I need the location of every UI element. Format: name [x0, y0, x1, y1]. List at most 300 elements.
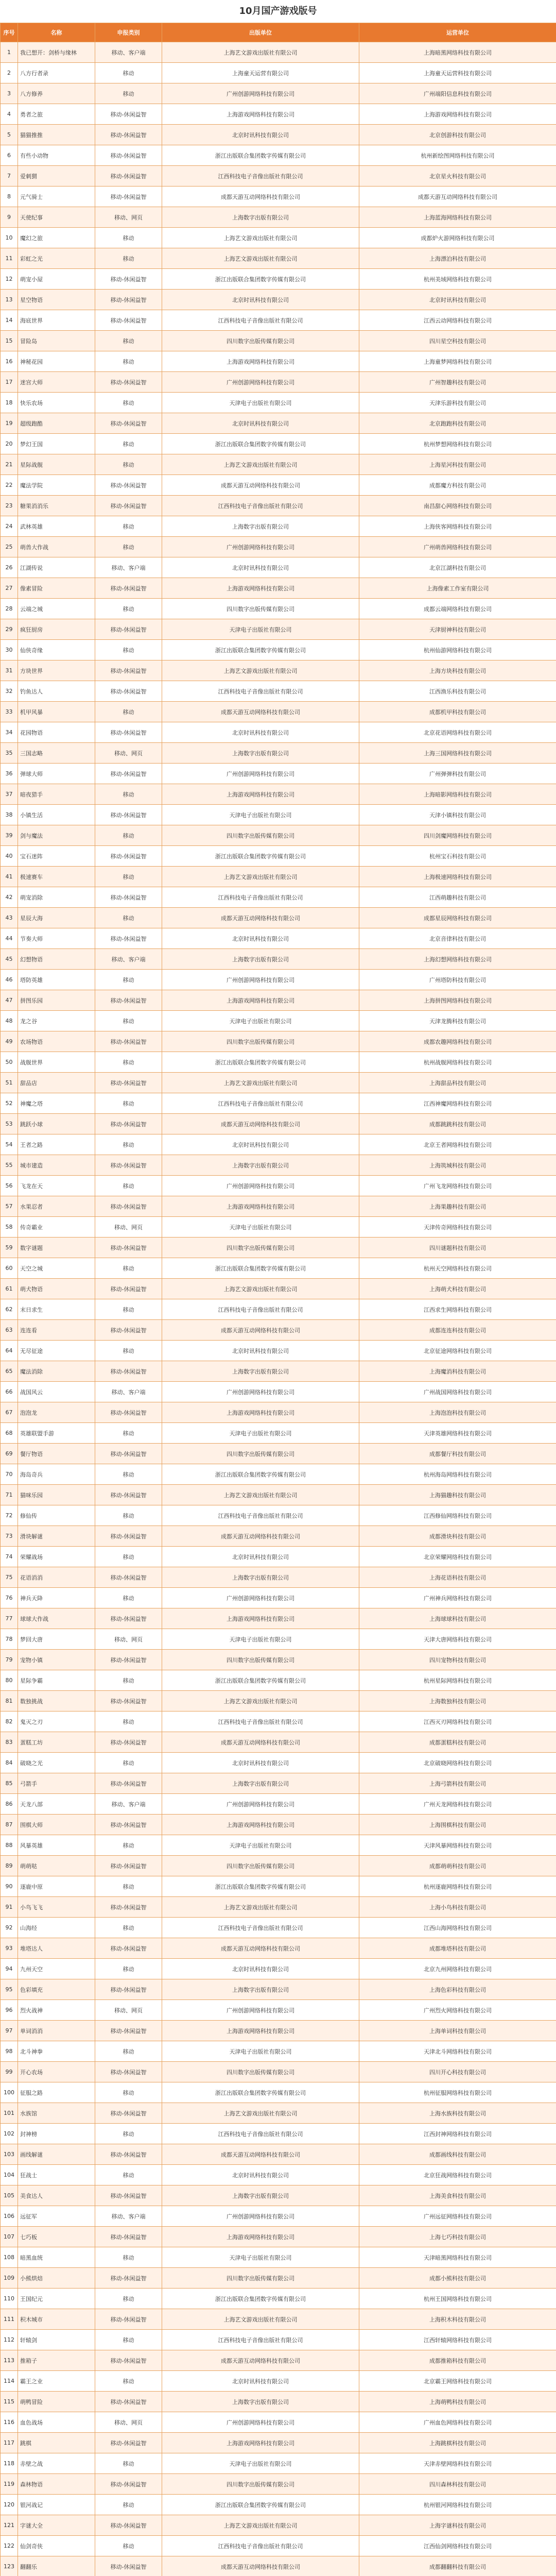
row-index: 97	[1, 2021, 18, 2041]
publisher: 上海游戏网络科技有限公司	[162, 784, 359, 805]
game-name: 血色战场	[18, 2412, 95, 2433]
category: 移动-休闲益智	[95, 2103, 162, 2124]
operator: 上海泡泡科技有限公司	[359, 1402, 556, 1423]
game-name: 武林英雄	[18, 516, 95, 537]
operator: 广州远征网络科技有限公司	[359, 2206, 556, 2227]
table-row	[1, 331, 556, 351]
table-row	[1, 2227, 556, 2247]
table-row	[1, 1258, 556, 1279]
row-index: 113	[1, 2350, 18, 2371]
row-index: 122	[1, 2536, 18, 2556]
publisher: 北京时讯科技有限公司	[162, 557, 359, 578]
category: 移动	[95, 599, 162, 619]
operator: 成都堆塔科技有限公司	[359, 1938, 556, 1959]
game-name: 宠物小镇	[18, 1650, 95, 1670]
category: 移动	[95, 1753, 162, 1773]
table-row	[1, 228, 556, 248]
category: 移动-休闲益智	[95, 1361, 162, 1382]
operator: 成都星辰网络科技有限公司	[359, 908, 556, 928]
row-index: 109	[1, 2268, 18, 2289]
table-row	[1, 1485, 556, 1505]
operator: 四川谜题科技有限公司	[359, 1238, 556, 1258]
table-row	[1, 2453, 556, 2474]
row-index: 66	[1, 1382, 18, 1402]
row-index: 116	[1, 2412, 18, 2433]
publisher: 天津电子出版社有限公司	[162, 2453, 359, 2474]
table-row	[1, 1052, 556, 1073]
game-name: 霸王之业	[18, 2371, 95, 2392]
table-row	[1, 2185, 556, 2206]
game-name: 海底世界	[18, 310, 95, 331]
table-row	[1, 1691, 556, 1711]
row-index: 114	[1, 2371, 18, 2392]
category: 移动	[95, 454, 162, 475]
table-row	[1, 1753, 556, 1773]
category: 移动、网页	[95, 1629, 162, 1650]
category: 移动、网页	[95, 743, 162, 764]
game-name: 梦回大唐	[18, 1629, 95, 1650]
table-row	[1, 928, 556, 949]
row-index: 99	[1, 2062, 18, 2082]
table-row	[1, 1320, 556, 1341]
row-index: 78	[1, 1629, 18, 1650]
category: 移动-休闲益智	[95, 2144, 162, 2165]
category: 移动-休闲益智	[95, 1979, 162, 2000]
table-row	[1, 145, 556, 166]
row-index: 94	[1, 1959, 18, 1979]
row-index: 18	[1, 393, 18, 413]
operator: 天津龙腾科技有限公司	[359, 1011, 556, 1031]
operator: 上海拼图网络科技有限公司	[359, 990, 556, 1011]
publisher: 北京时讯科技有限公司	[162, 125, 359, 145]
game-name: 钓鱼达人	[18, 681, 95, 702]
game-name: 魔法学院	[18, 475, 95, 496]
publisher: 广州创游网络科技有限公司	[162, 1382, 359, 1402]
publisher: 上海艺文游戏出版社有限公司	[162, 867, 359, 887]
category: 移动	[95, 537, 162, 557]
category: 移动	[95, 1423, 162, 1444]
game-name: 数独挑战	[18, 1691, 95, 1711]
row-index: 29	[1, 619, 18, 640]
game-name: 传奇霸业	[18, 1217, 95, 1238]
row-index: 96	[1, 2000, 18, 2021]
game-name: 字谜大全	[18, 2515, 95, 2536]
row-index: 20	[1, 434, 18, 454]
row-index: 108	[1, 2247, 18, 2268]
table-row	[1, 496, 556, 516]
operator: 杭州宝石科技有限公司	[359, 846, 556, 867]
game-name: 勇者之旅	[18, 104, 95, 125]
game-name: 泡泡龙	[18, 1402, 95, 1423]
publisher: 天津电子出版社有限公司	[162, 1217, 359, 1238]
row-index: 90	[1, 1876, 18, 1897]
operator: 江西轩辕网络科技有限公司	[359, 2330, 556, 2350]
row-index: 40	[1, 846, 18, 867]
category: 移动	[95, 1464, 162, 1485]
game-name: 猫咪乐园	[18, 1485, 95, 1505]
game-name: 暗夜猎手	[18, 784, 95, 805]
table-row	[1, 2144, 556, 2165]
table-row	[1, 557, 556, 578]
header-index: 序号	[1, 23, 18, 42]
category: 移动、网页	[95, 2412, 162, 2433]
game-name: 弹球大师	[18, 764, 95, 784]
row-index: 88	[1, 1835, 18, 1856]
operator: 天津乐游科技有限公司	[359, 393, 556, 413]
game-name: 水族馆	[18, 2103, 95, 2124]
table-row	[1, 2041, 556, 2062]
operator: 杭州银河网络科技有限公司	[359, 2495, 556, 2515]
publisher: 上海游戏网络科技有限公司	[162, 1608, 359, 1629]
operator: 杭州逐鹿网络科技有限公司	[359, 1876, 556, 1897]
game-name: 修仙传	[18, 1505, 95, 1526]
publisher: 江西科技电子音像出版社有限公司	[162, 2124, 359, 2144]
table-row	[1, 1650, 556, 1670]
category: 移动	[95, 1341, 162, 1361]
row-index: 98	[1, 2041, 18, 2062]
operator: 北京创游科技有限公司	[359, 125, 556, 145]
game-name: 萌宠小屋	[18, 269, 95, 290]
category: 移动、客户端	[95, 949, 162, 970]
row-index: 30	[1, 640, 18, 660]
table-row	[1, 2082, 556, 2103]
game-name: 滑块解谜	[18, 1526, 95, 1547]
operator: 上海甜品科技有限公司	[359, 1073, 556, 1093]
game-name: 快乐农场	[18, 393, 95, 413]
table-row	[1, 1526, 556, 1547]
category: 移动-休闲益智	[95, 1402, 162, 1423]
row-index: 81	[1, 1691, 18, 1711]
table-row	[1, 599, 556, 619]
publisher: 北京时讯科技有限公司	[162, 722, 359, 743]
category: 移动-休闲益智	[95, 269, 162, 290]
table-body	[1, 42, 556, 2576]
operator: 南昌甜心网络科技有限公司	[359, 496, 556, 516]
publisher: 天津电子出版社有限公司	[162, 1423, 359, 1444]
operator: 广州端阳信息科技有限公司	[359, 83, 556, 104]
publisher: 北京时讯科技有限公司	[162, 928, 359, 949]
game-name: 狂战士	[18, 2165, 95, 2185]
table-row	[1, 2165, 556, 2185]
table-row	[1, 1031, 556, 1052]
operator: 江西灭刃网络科技有限公司	[359, 1711, 556, 1732]
table-row	[1, 1238, 556, 1258]
table-row	[1, 2474, 556, 2495]
publisher: 上海数字出版有限公司	[162, 1773, 359, 1794]
game-name: 魔幻之旅	[18, 228, 95, 248]
game-name: 宝石迷阵	[18, 846, 95, 867]
publisher: 上海游戏网络科技有限公司	[162, 1815, 359, 1835]
operator: 四川开心科技有限公司	[359, 2062, 556, 2082]
category: 移动-休闲益智	[95, 2515, 162, 2536]
category: 移动	[95, 2289, 162, 2309]
operator: 江西求生网络科技有限公司	[359, 1299, 556, 1320]
table-row	[1, 269, 556, 290]
table-row	[1, 434, 556, 454]
table-row	[1, 660, 556, 681]
table-row	[1, 1959, 556, 1979]
category: 移动-休闲益智	[95, 125, 162, 145]
row-index: 46	[1, 970, 18, 990]
operator: 成都魔方科技有限公司	[359, 475, 556, 496]
game-name: 末日求生	[18, 1299, 95, 1320]
operator: 上海果趣科技有限公司	[359, 1196, 556, 1217]
row-index: 101	[1, 2103, 18, 2124]
operator: 天津厨神科技有限公司	[359, 619, 556, 640]
operator: 上海小鸟科技有限公司	[359, 1897, 556, 1918]
category: 移动	[95, 1176, 162, 1196]
row-index: 83	[1, 1732, 18, 1753]
game-name: 王者之路	[18, 1134, 95, 1155]
row-index: 35	[1, 743, 18, 764]
game-name: 球球大作战	[18, 1608, 95, 1629]
game-name: 暗黑血统	[18, 2247, 95, 2268]
game-name: 破晓之光	[18, 1753, 95, 1773]
row-index: 103	[1, 2144, 18, 2165]
table-row	[1, 681, 556, 702]
row-index: 6	[1, 145, 18, 166]
operator: 上海色彩科技有限公司	[359, 1979, 556, 2000]
operator: 北京王者网络科技有限公司	[359, 1134, 556, 1155]
category: 移动-休闲益智	[95, 660, 162, 681]
game-name: 节奏大师	[18, 928, 95, 949]
category: 移动-休闲益智	[95, 310, 162, 331]
row-index: 1	[1, 42, 18, 63]
category: 移动-休闲益智	[95, 1196, 162, 1217]
category: 移动-休闲益智	[95, 1114, 162, 1134]
operator: 北京时讯科技有限公司	[359, 290, 556, 310]
operator: 四川宠物科技有限公司	[359, 1650, 556, 1670]
table-row	[1, 784, 556, 805]
category: 移动-休闲益智	[95, 990, 162, 1011]
category: 移动-休闲益智	[95, 372, 162, 393]
operator: 北京音律科技有限公司	[359, 928, 556, 949]
operator: 上海极速网络科技有限公司	[359, 867, 556, 887]
row-index: 104	[1, 2165, 18, 2185]
operator: 上海跳棋科技有限公司	[359, 2433, 556, 2453]
game-name: 萌萌哒	[18, 1856, 95, 1876]
table-row	[1, 1423, 556, 1444]
category: 移动-休闲益智	[95, 1691, 162, 1711]
table-row	[1, 908, 556, 928]
row-index: 110	[1, 2289, 18, 2309]
game-name: 美食达人	[18, 2185, 95, 2206]
table-row	[1, 1382, 556, 1402]
category: 移动-休闲益智	[95, 1073, 162, 1093]
operator: 上海花语科技有限公司	[359, 1567, 556, 1588]
table-row	[1, 1011, 556, 1031]
table-row	[1, 1279, 556, 1299]
game-name: 三国志略	[18, 743, 95, 764]
publisher: 上海艺文游戏出版社有限公司	[162, 1073, 359, 1093]
table-row	[1, 1114, 556, 1134]
category: 移动	[95, 63, 162, 83]
row-index: 55	[1, 1155, 18, 1176]
operator: 上海星河科技有限公司	[359, 454, 556, 475]
table-row	[1, 1217, 556, 1238]
publisher: 广州创游网络科技有限公司	[162, 2206, 359, 2227]
publisher: 广州创游网络科技有限公司	[162, 764, 359, 784]
publisher: 北京时讯科技有限公司	[162, 2165, 359, 2185]
row-index: 92	[1, 1918, 18, 1938]
table-row	[1, 1341, 556, 1361]
game-name: 小鸟飞飞	[18, 1897, 95, 1918]
game-name: 农场物语	[18, 1031, 95, 1052]
row-index: 120	[1, 2495, 18, 2515]
operator: 广州战国网络科技有限公司	[359, 1382, 556, 1402]
table-row	[1, 2330, 556, 2350]
game-name: 战舰世界	[18, 1052, 95, 1073]
operator: 天津风暴网络科技有限公司	[359, 1835, 556, 1856]
row-index: 76	[1, 1588, 18, 1608]
category: 移动	[95, 2124, 162, 2144]
publisher: 上海游戏网络科技有限公司	[162, 990, 359, 1011]
publisher: 上海艺文游戏出版社有限公司	[162, 1485, 359, 1505]
game-name: 小熊烘焙	[18, 2268, 95, 2289]
table-row	[1, 1979, 556, 2000]
category: 移动	[95, 867, 162, 887]
row-index: 31	[1, 660, 18, 681]
operator: 北京破晓网络科技有限公司	[359, 1753, 556, 1773]
publisher: 成都天游互动网络科技有限公司	[162, 1938, 359, 1959]
operator: 上海数独科技有限公司	[359, 1691, 556, 1711]
game-name: 神兵天降	[18, 1588, 95, 1608]
row-index: 80	[1, 1670, 18, 1691]
operator: 上海侠客网络科技有限公司	[359, 516, 556, 537]
table-row	[1, 104, 556, 125]
publisher: 成都天游互动网络科技有限公司	[162, 1732, 359, 1753]
row-index: 105	[1, 2185, 18, 2206]
category: 移动	[95, 2247, 162, 2268]
row-index: 23	[1, 496, 18, 516]
category: 移动-休闲益智	[95, 1485, 162, 1505]
category: 移动	[95, 1052, 162, 1073]
category: 移动-休闲益智	[95, 2268, 162, 2289]
operator: 上海七巧科技有限公司	[359, 2227, 556, 2247]
table-row	[1, 2124, 556, 2144]
publisher: 北京时讯科技有限公司	[162, 1753, 359, 1773]
table-row	[1, 1918, 556, 1938]
game-name: 萌鸭冒险	[18, 2392, 95, 2412]
row-index: 25	[1, 537, 18, 557]
game-name: 疯狂厨房	[18, 619, 95, 640]
operator: 成都连连科技有限公司	[359, 1320, 556, 1341]
operator: 广州智趣科技有限公司	[359, 372, 556, 393]
operator: 上海童天运营科技有限公司	[359, 63, 556, 83]
publisher: 天津电子出版社有限公司	[162, 1835, 359, 1856]
game-name: 龙之谷	[18, 1011, 95, 1031]
category: 移动-休闲益智	[95, 887, 162, 908]
publisher: 四川数字出版传媒有限公司	[162, 1650, 359, 1670]
row-index: 64	[1, 1341, 18, 1361]
publisher: 上海艺文游戏出版社有限公司	[162, 1279, 359, 1299]
category: 移动-休闲益智	[95, 1567, 162, 1588]
category: 移动-休闲益智	[95, 1938, 162, 1959]
operator: 北京狂战网络科技有限公司	[359, 2165, 556, 2185]
row-index: 7	[1, 166, 18, 187]
table-row	[1, 2021, 556, 2041]
operator: 杭州仙游网络科技有限公司	[359, 640, 556, 660]
category: 移动-休闲益智	[95, 805, 162, 825]
game-name: 塔防英雄	[18, 970, 95, 990]
publisher: 上海艺文游戏出版社有限公司	[162, 248, 359, 269]
table-row	[1, 2433, 556, 2453]
row-index: 14	[1, 310, 18, 331]
table-row	[1, 722, 556, 743]
category: 移动-休闲益智	[95, 1897, 162, 1918]
operator: 天津暗黑网络科技有限公司	[359, 2247, 556, 2268]
table-row	[1, 2371, 556, 2392]
row-index: 12	[1, 269, 18, 290]
table-row	[1, 63, 556, 83]
operator: 杭州战舰网络科技有限公司	[359, 1052, 556, 1073]
row-index: 5	[1, 125, 18, 145]
operator: 江西云动网络科技有限公司	[359, 310, 556, 331]
table-row	[1, 949, 556, 970]
publisher: 江西科技电子音像出版社有限公司	[162, 1711, 359, 1732]
game-name: 冒险岛	[18, 331, 95, 351]
table-row	[1, 1773, 556, 1794]
header-name: 名称	[18, 23, 95, 42]
table-row	[1, 640, 556, 660]
row-index: 9	[1, 207, 18, 228]
publisher: 成都天游互动网络科技有限公司	[162, 1320, 359, 1341]
game-name: 封神榜	[18, 2124, 95, 2144]
category: 移动-休闲益智	[95, 1526, 162, 1547]
row-index: 38	[1, 805, 18, 825]
table-row	[1, 619, 556, 640]
game-name: 星辰大海	[18, 908, 95, 928]
game-name: 山海经	[18, 1918, 95, 1938]
game-name: 蛋糕工坊	[18, 1732, 95, 1753]
game-name: 小镇生活	[18, 805, 95, 825]
category: 移动	[95, 908, 162, 928]
operator: 上海单词科技有限公司	[359, 2021, 556, 2041]
game-name: 北斗神拳	[18, 2041, 95, 2062]
row-index: 27	[1, 578, 18, 599]
row-index: 86	[1, 1794, 18, 1815]
game-name: 迷宫大师	[18, 372, 95, 393]
publisher: 上海艺文游戏出版社有限公司	[162, 1897, 359, 1918]
row-index: 17	[1, 372, 18, 393]
table-row	[1, 42, 556, 63]
game-name: 天龙八部	[18, 1794, 95, 1815]
header-publisher: 出版单位	[162, 23, 359, 42]
game-name: 花园物语	[18, 722, 95, 743]
category: 移动-休闲益智	[95, 1732, 162, 1753]
table-row	[1, 887, 556, 908]
row-index: 34	[1, 722, 18, 743]
game-name: 机甲风暴	[18, 702, 95, 722]
header-type: 申报类别	[95, 23, 162, 42]
publisher: 浙江出版联合集团数字传媒有限公司	[162, 2082, 359, 2103]
operator: 广州萌兽网络科技有限公司	[359, 537, 556, 557]
operator: 广州血色网络科技有限公司	[359, 2412, 556, 2433]
publisher: 浙江出版联合集团数字传媒有限公司	[162, 640, 359, 660]
category: 移动	[95, 1299, 162, 1320]
operator: 广州飞龙网络科技有限公司	[359, 1176, 556, 1196]
game-name: 甜品店	[18, 1073, 95, 1093]
row-index: 67	[1, 1402, 18, 1423]
operator: 成都画线科技有限公司	[359, 2144, 556, 2165]
table-row	[1, 1876, 556, 1897]
publisher: 广州创游网络科技有限公司	[162, 970, 359, 990]
row-index: 111	[1, 2309, 18, 2330]
table-row	[1, 1608, 556, 1629]
publisher: 江西科技电子音像出版社有限公司	[162, 1918, 359, 1938]
operator: 四川星空科技有限公司	[359, 331, 556, 351]
publisher: 广州创游网络科技有限公司	[162, 2412, 359, 2433]
